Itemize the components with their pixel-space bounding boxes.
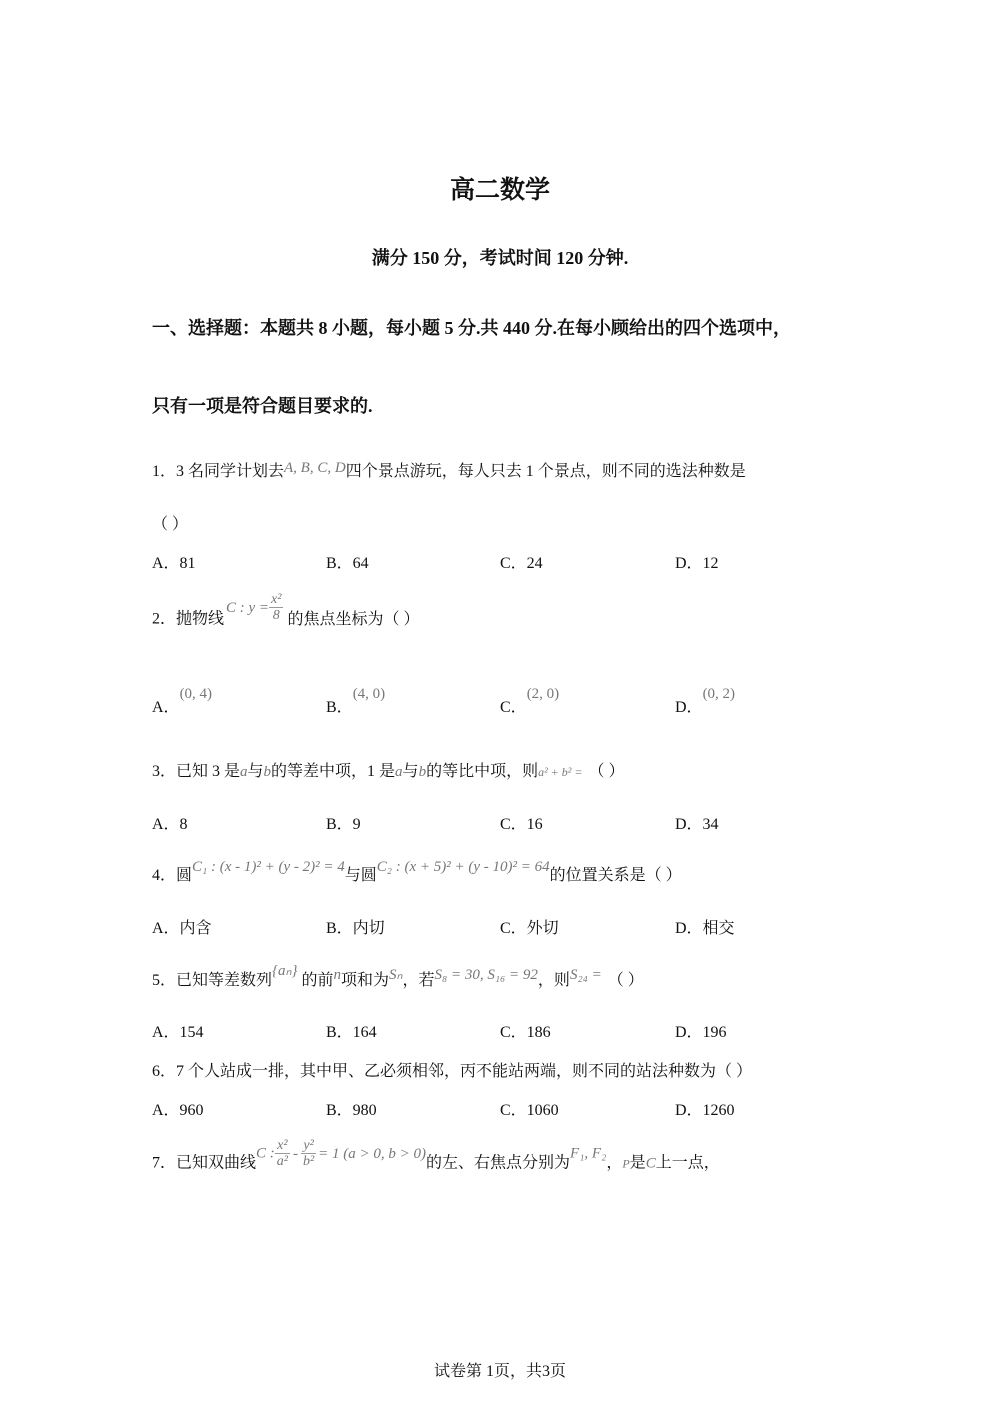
question-2 [152,592,419,629]
exam-info: 满分 150 分，考试时间 120 分钟. [371,248,629,268]
q4-text-3: 的位置关系是（ ） [549,867,682,884]
q5-option-c: C．186 [500,1024,551,1041]
q4-text-2: 与圆 [344,867,377,884]
q3-var-b: b [263,764,272,780]
q7-frac-y-num: y² [301,1138,316,1154]
q3-var-a: a [240,764,248,780]
q2-option-b-label: B． [326,699,353,716]
q7-fraction-x [275,1138,290,1170]
q7-minus: - [292,1145,298,1162]
q3-var-b-2: b [418,764,427,780]
q3-option-b: B．9 [326,816,361,833]
q6-option-a: A．960 [152,1102,204,1119]
q1-option-d: D．12 [675,555,719,572]
page-title: 高二数学 [449,175,550,204]
question-7 [152,1138,720,1173]
q5-s24: S₂₄ = [569,967,602,983]
q7-frac-x-num: x² [275,1138,290,1154]
q6-option-b: B．980 [326,1102,377,1119]
q5-text-3: 项和为 [341,972,390,989]
q7-text-2: 的左、右焦点分别为 [426,1154,571,1172]
q7-frac-y-den: b² [302,1154,315,1170]
q2-suffix: 的焦点坐标为（ ） [287,610,420,628]
q3-option-a: A．8 [152,816,188,833]
q7-text-1: 7．已知双曲线 [152,1154,257,1172]
q5-condition: S₈ = 30, S₁₆ = 92 [434,967,538,983]
q6-option-d: D．1260 [675,1102,735,1119]
question-4 [152,859,682,885]
q4-circle-1: C₁ : (x - 1)² + (y - 2)² = 4 [192,859,345,875]
q1-math: A, B, C, D [284,460,346,476]
question-5 [152,963,644,990]
q4-circle-2: C₂ : (x + 5)² + (y - 10)² = 64 [376,859,550,875]
q1-option-a: A．81 [152,555,196,572]
q2-option-d-label: D． [675,699,703,716]
q5-sum-sn: Sₙ [389,967,403,983]
q3-text-2: 与 [247,763,264,780]
question-1 [152,458,746,481]
q2-option-b-value: (4, 0) [352,686,386,702]
q4-option-d: D．相交 [675,920,735,937]
q4-text-1: 4．圆 [152,867,193,884]
q4-option-a: A．内含 [152,920,212,937]
q5-option-b: B．164 [326,1024,377,1041]
q5-text-2: 的前 [301,972,334,989]
q5-sequence: {aₙ} [272,963,298,979]
q2-option-a [152,686,213,717]
q2-math-lhs: C : y = [226,599,270,616]
q2-prefix: 2．抛物线 [152,610,225,628]
q3-expression: a² + b² = [538,765,583,779]
q1-option-b: B．64 [326,555,369,572]
q2-option-d [675,686,736,717]
q5-text-6: （ ） [607,972,644,989]
q3-var-a-2: a [395,764,403,780]
q4-option-b: B．内切 [326,920,385,937]
q3-option-d: D．34 [675,816,719,833]
section-heading-line2: 只有一项是符合题目要求的. [152,396,373,416]
q3-text-4: 的等比中项，则 [426,763,539,780]
q2-option-c-value: (2, 0) [526,686,560,702]
q7-fraction-y [301,1138,316,1170]
q3-option-c: C．16 [500,816,543,833]
q1-option-c: C．24 [500,555,543,572]
question-3 [152,758,624,781]
section-heading-line1: 一、选择题：本题共 8 小题，每小题 5 分.共 440 分.在每小顾给出的四个选项中， [152,318,791,338]
q7-text-4: 是 [629,1154,646,1172]
page-footer: 试卷第 1页，共3页 [433,1363,566,1380]
q2-option-d-value: (0, 2) [702,686,736,702]
q2-option-a-value: (0, 4) [179,686,213,702]
q3-text-3: 的等差中项，1 是 [271,763,396,780]
q1-answer-paren: （ ） [152,516,189,533]
q7-foci: F₁, F₂ [570,1145,607,1162]
q2-option-a-label: A． [152,699,180,716]
question-6: 6．7 个人站成一排，其中甲、乙必须相邻，丙不能站两端，则不同的站法种数为（ ） [152,1063,753,1080]
q7-frac-x-den: a² [276,1154,288,1170]
q5-option-a: A．154 [152,1024,204,1041]
q2-fraction [269,592,283,624]
q6-option-c: C．1060 [500,1102,559,1119]
q2-option-c-label: C． [500,699,527,716]
q1-suffix: 四个景点游玩，每人只去 1 个景点，则不同的选法种数是 [345,463,746,480]
q7-text-5: 上一点， [655,1154,720,1172]
q7-curve-c: C [645,1155,656,1172]
q5-text-5: ，则 [537,972,570,989]
q2-frac-den: 8 [272,608,280,624]
q5-text-4: ，若 [402,972,435,989]
q4-option-c: C．外切 [500,920,559,937]
q2-option-c [500,686,560,717]
q5-text-1: 5．已知等差数列 [152,972,273,989]
q5-var-n: n [333,967,342,983]
q3-text-1: 3．已知 3 是 [152,763,241,780]
q3-text-yu: 与 [402,763,419,780]
q7-curve-label: C : [256,1145,275,1162]
q7-point-p: P [622,1156,630,1171]
q3-text-5: （ ） [588,763,625,780]
q7-text-3: ， [606,1154,623,1172]
q2-option-b [326,686,386,717]
q1-prefix: 1．3 名同学计划去 [152,463,285,480]
q7-condition: = 1 (a > 0, b > 0) [318,1145,427,1162]
q2-frac-num: x² [271,592,282,607]
q5-option-d: D．196 [675,1024,727,1041]
